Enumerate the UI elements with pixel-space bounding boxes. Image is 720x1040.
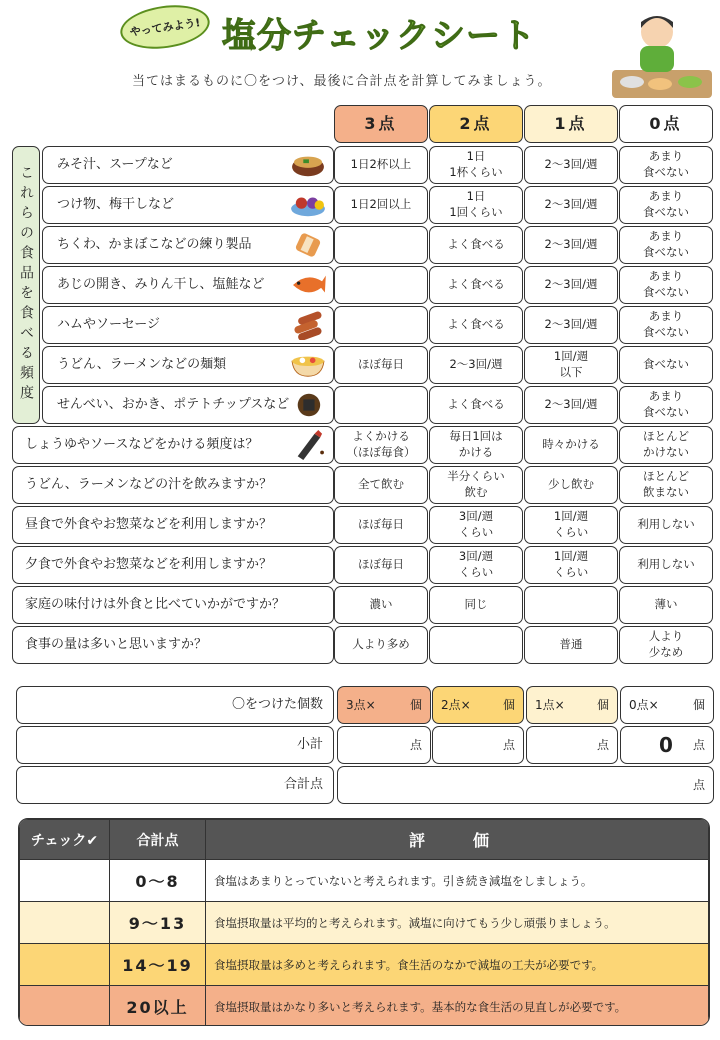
question-row-12 xyxy=(12,586,334,624)
person-eating-icon xyxy=(612,10,712,98)
subtotal-label: 小計 xyxy=(16,726,334,764)
eval-check-cell[interactable] xyxy=(20,986,110,1027)
eval-header-points: 合計点 xyxy=(110,820,206,860)
answer-option-3pt[interactable]: 濃い xyxy=(334,586,428,624)
subtotal-1pt-field[interactable]: 点 xyxy=(526,726,618,764)
evaluation-table xyxy=(18,818,710,1026)
question-row-2 xyxy=(42,186,334,224)
answer-option-1pt[interactable]: 2〜3回/週 xyxy=(524,386,618,424)
eval-points: 9〜13 xyxy=(110,902,206,944)
subtotal-3pt-field[interactable]: 点 xyxy=(337,726,431,764)
question-text: せんべい、おかき、ポテトチップスなど xyxy=(57,397,290,413)
subtotal-2pt-field[interactable]: 点 xyxy=(432,726,524,764)
answer-option-3pt[interactable]: ほぼ毎日 xyxy=(334,546,428,584)
question-row-3 xyxy=(42,226,334,264)
answer-option-0pt[interactable]: 利用しない xyxy=(619,546,713,584)
question-row-6 xyxy=(42,346,334,384)
eval-text: 食塩摂取量はかなり多いと考えられます。基本的な食生活の見直しが必要です。 xyxy=(206,986,709,1027)
answer-option-2pt[interactable]: よく食べる xyxy=(429,386,523,424)
subtotal-0pt-value: 0 xyxy=(659,732,673,757)
answer-option-1pt[interactable]: 少し飲む xyxy=(524,466,618,504)
eval-points: 14〜19 xyxy=(110,944,206,986)
ramen-icon xyxy=(289,350,327,380)
answer-option-0pt[interactable]: 利用しない xyxy=(619,506,713,544)
pickles-icon xyxy=(289,190,327,220)
answer-option-3pt[interactable]: ほぼ毎日 xyxy=(334,506,428,544)
chikuwa-icon xyxy=(289,230,327,260)
table-row xyxy=(20,986,709,1027)
question-text: ハムやソーセージ xyxy=(57,317,160,333)
answer-option-2pt[interactable]: よく食べる xyxy=(429,306,523,344)
answer-option-2pt[interactable]: よく食べる xyxy=(429,266,523,304)
question-row-4 xyxy=(42,266,334,304)
senbei-icon xyxy=(289,390,327,420)
eval-check-cell[interactable] xyxy=(20,944,110,986)
answer-option-1pt[interactable]: 普通 xyxy=(524,626,618,664)
eval-header-check: チェック✔ xyxy=(20,820,110,860)
question-row-10 xyxy=(12,506,334,544)
answer-option-0pt[interactable]: 薄い xyxy=(619,586,713,624)
food-frequency-label: これらの食品を食べる頻度 xyxy=(12,146,40,424)
question-text: 家庭の味付けは外食と比べていかがですか？ xyxy=(25,597,286,613)
subtotal-0pt-field[interactable]: 0 点 xyxy=(620,726,714,764)
question-text: つけ物、梅干しなど xyxy=(57,197,175,213)
page-subtitle: 当てはまるものに〇をつけ、最後に合計点を計算してみましょう。 xyxy=(132,74,552,89)
answer-option-0pt[interactable]: ほとんど かけない xyxy=(619,426,713,464)
eval-text: 食塩摂取量は平均的と考えられます。減塩に向けてもう少し頑張りましょう。 xyxy=(206,902,709,944)
question-text: 昼食で外食やお惣菜などを利用しますか？ xyxy=(25,517,273,533)
answer-option-0pt[interactable]: あまり 食べない xyxy=(619,386,713,424)
eval-text: 食塩摂取量は多めと考えられます。食生活のなかで減塩の工夫が必要です。 xyxy=(206,944,709,986)
answer-option-0pt[interactable]: 食べない xyxy=(619,346,713,384)
answer-option-2pt[interactable]: 1日 1回くらい xyxy=(429,186,523,224)
answer-option-1pt[interactable]: 2〜3回/週 xyxy=(524,146,618,184)
total-label: 合計点 xyxy=(16,766,334,804)
question-text: みそ汁、スープなど xyxy=(57,157,173,173)
answer-option-0pt[interactable]: あまり 食べない xyxy=(619,226,713,264)
eval-text: 食塩はあまりとっていないと考えられます。引き続き減塩をしましょう。 xyxy=(206,860,709,902)
answer-option-3pt[interactable] xyxy=(334,266,428,304)
table-row xyxy=(20,944,709,986)
answer-option-2pt[interactable]: 同じ xyxy=(429,586,523,624)
answer-option-2pt[interactable]: 毎日1回は かける xyxy=(429,426,523,464)
count-1pt-field[interactable]: 1点× 個 xyxy=(526,686,618,724)
answer-option-0pt[interactable]: あまり 食べない xyxy=(619,266,713,304)
answer-option-1pt[interactable]: 2〜3回/週 xyxy=(524,306,618,344)
col-header-0pt: 0点 xyxy=(619,105,713,143)
question-row-1 xyxy=(42,146,334,184)
sausage-icon xyxy=(289,310,327,340)
answer-option-0pt[interactable]: ほとんど 飲まない xyxy=(619,466,713,504)
answer-option-3pt[interactable]: 全て飲む xyxy=(334,466,428,504)
table-row xyxy=(20,902,709,944)
question-text: うどん、ラーメンなどの汁を飲みますか？ xyxy=(25,477,273,493)
answer-option-3pt[interactable]: 人より多め xyxy=(334,626,428,664)
answer-option-0pt[interactable]: あまり 食べない xyxy=(619,306,713,344)
answer-option-3pt[interactable] xyxy=(334,226,428,264)
answer-option-1pt[interactable]: 時々かける xyxy=(524,426,618,464)
question-row-7 xyxy=(42,386,334,424)
answer-option-2pt[interactable]: 3回/週 くらい xyxy=(429,546,523,584)
question-row-8 xyxy=(12,426,334,464)
col-header-1pt: 1点 xyxy=(524,105,618,143)
answer-option-2pt[interactable] xyxy=(429,626,523,664)
eval-check-cell[interactable] xyxy=(20,902,110,944)
eval-points: 20以上 xyxy=(110,986,206,1027)
answer-option-2pt[interactable]: 1日 1杯くらい xyxy=(429,146,523,184)
total-points-field[interactable]: 点 xyxy=(337,766,714,804)
question-row-13 xyxy=(12,626,334,664)
question-text: しょうゆやソースなどをかける頻度は？ xyxy=(25,437,259,453)
answer-option-0pt[interactable]: 人より 少なめ xyxy=(619,626,713,664)
eval-header-assessment: 評 価 xyxy=(206,820,709,860)
salmon-icon xyxy=(289,270,327,300)
eval-check-cell[interactable] xyxy=(20,860,110,902)
question-text: うどん、ラーメンなどの麺類 xyxy=(57,357,227,373)
miso-soup-icon xyxy=(289,150,327,180)
answer-option-1pt[interactable]: 2〜3回/週 xyxy=(524,186,618,224)
answer-option-0pt[interactable]: あまり 食べない xyxy=(619,146,713,184)
question-row-5 xyxy=(42,306,334,344)
question-text: あじの開き、みりん干し、塩鮭など xyxy=(57,277,265,293)
page-title: 塩分チェックシート xyxy=(222,16,536,56)
col-header-3pt: 3点 xyxy=(334,105,428,143)
answer-option-3pt[interactable] xyxy=(334,306,428,344)
table-row xyxy=(20,860,709,902)
answer-option-2pt[interactable]: よく食べる xyxy=(429,226,523,264)
question-row-9 xyxy=(12,466,334,504)
answer-option-3pt[interactable]: 1日2回以上 xyxy=(334,186,428,224)
answer-option-3pt[interactable] xyxy=(334,386,428,424)
eval-points: 0〜8 xyxy=(110,860,206,902)
count-label: 〇をつけた個数 xyxy=(16,686,334,724)
yattemiyou-badge: やってみよう! xyxy=(118,0,213,54)
question-text: ちくわ、かまぼこなどの練り製品 xyxy=(57,237,252,253)
question-row-11 xyxy=(12,546,334,584)
question-text: 食事の量は多いと思いますか？ xyxy=(25,637,208,653)
soy-sauce-icon xyxy=(289,430,327,460)
answer-option-1pt[interactable] xyxy=(524,586,618,624)
count-0pt-field[interactable]: 0点× 個 xyxy=(620,686,714,724)
count-3pt-field[interactable]: 3点× 個 xyxy=(337,686,431,724)
answer-option-2pt[interactable]: 3回/週 くらい xyxy=(429,506,523,544)
answer-option-3pt[interactable]: ほぼ毎日 xyxy=(334,346,428,384)
answer-option-1pt[interactable]: 1回/週 以下 xyxy=(524,346,618,384)
answer-option-1pt[interactable]: 2〜3回/週 xyxy=(524,266,618,304)
answer-option-1pt[interactable]: 2〜3回/週 xyxy=(524,226,618,264)
answer-option-1pt[interactable]: 1回/週 くらい xyxy=(524,546,618,584)
col-header-2pt: 2点 xyxy=(429,105,523,143)
count-2pt-field[interactable]: 2点× 個 xyxy=(432,686,524,724)
answer-option-1pt[interactable]: 1回/週 くらい xyxy=(524,506,618,544)
answer-option-3pt[interactable]: 1日2杯以上 xyxy=(334,146,428,184)
answer-option-3pt[interactable]: よくかける （ほぼ毎食） xyxy=(334,426,428,464)
answer-option-2pt[interactable]: 半分くらい 飲む xyxy=(429,466,523,504)
question-text: 夕食で外食やお惣菜などを利用しますか？ xyxy=(25,557,273,573)
answer-option-2pt[interactable]: 2〜3回/週 xyxy=(429,346,523,384)
answer-option-0pt[interactable]: あまり 食べない xyxy=(619,186,713,224)
